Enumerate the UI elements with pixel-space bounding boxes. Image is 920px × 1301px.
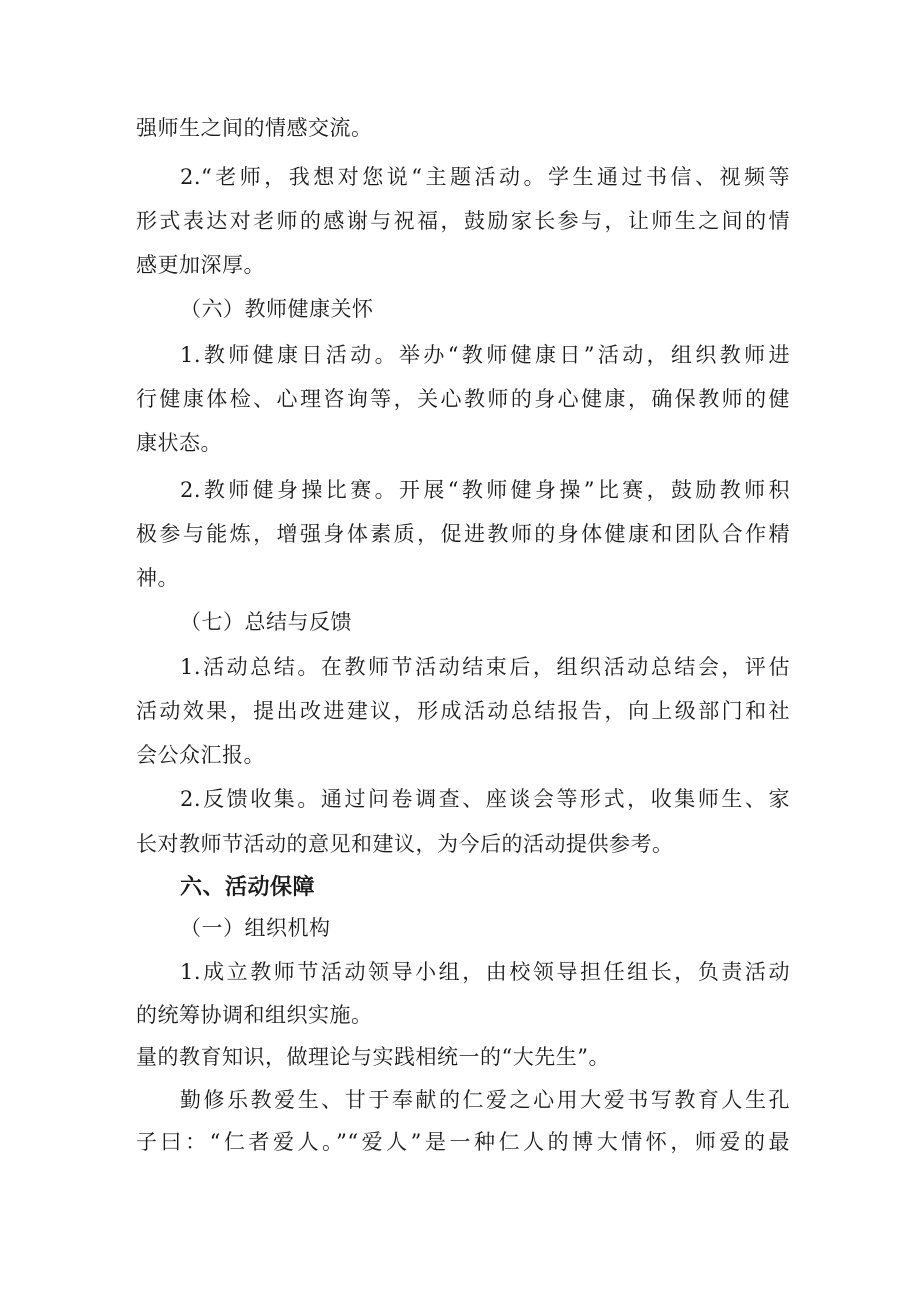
paragraph-line: 极参与能炼，增强身体素质，促进教师的身体健康和团队合作精 [136, 522, 790, 546]
paragraph-line: 2.“老师，我想对您说“主题活动。学生通过书信、视频等 [180, 165, 790, 189]
paragraph-line: 康状态。 [136, 431, 222, 455]
paragraph-line: 活动效果，提出改进建议，形成活动总结报告，向上级部门和社 [136, 699, 790, 723]
paragraph-line: 1.教师健康日活动。举办“教师健康日”活动，组织教师进 [180, 343, 790, 367]
paragraph-line: 感更加深厚。 [136, 253, 265, 277]
paragraph-line: 量的教育知识，做理论与实践相统一的“大先生”。 [136, 1045, 610, 1069]
paragraph-line: 2.反馈收集。通过问卷调查、座谈会等形式，收集师生、家 [180, 787, 790, 811]
section-heading: （六）教师健康关怀 [180, 297, 374, 321]
paragraph-line: 神。 [136, 566, 179, 590]
paragraph-line: 的统筹协调和组织实施。 [136, 1003, 373, 1027]
section-heading: （七）总结与反馈 [180, 610, 352, 634]
paragraph-line: 勤修乐教爱生、甘于奉献的仁爱之心用大爱书写教育人生孔 [180, 1088, 790, 1112]
paragraph-line: 2.教师健身操比赛。开展“教师健身操”比赛，鼓励教师积 [180, 478, 790, 502]
section-heading: （一）组织机构 [180, 916, 331, 940]
paragraph-line: 强师生之间的情感交流。 [136, 116, 373, 140]
paragraph-line: 会公众汇报。 [136, 743, 265, 767]
paragraph-line: 长对教师节活动的意见和建议，为今后的活动提供参考。 [136, 832, 674, 856]
paragraph-line: 行健康体检、心理咨询等，关心教师的身心健康，确保教师的健 [136, 387, 790, 411]
paragraph-line: 1.活动总结。在教师节活动结束后，组织活动总结会，评估 [180, 655, 790, 679]
paragraph-line: 子曰：“仁者爱人。”“爱人”是一种仁人的博大情怀，师爱的最 [136, 1130, 790, 1154]
chapter-heading: 六、活动保障 [180, 875, 316, 900]
paragraph-line: 形式表达对老师的感谢与祝福，鼓励家长参与，让师生之间的情 [136, 209, 790, 233]
paragraph-line: 1.成立教师节活动领导小组，由校领导担任组长，负责活动 [180, 960, 790, 984]
